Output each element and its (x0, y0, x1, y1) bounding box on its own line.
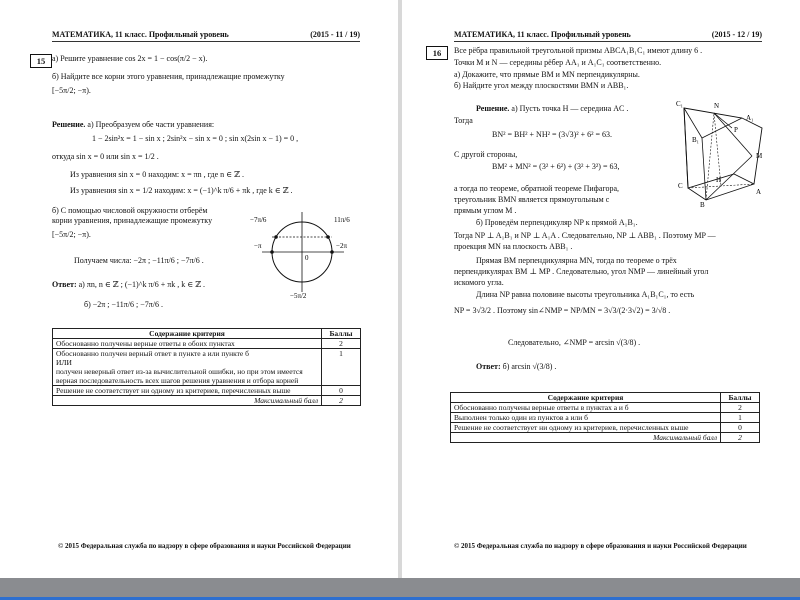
solution-intro: а) Преобразуем обе части уравнения: (87, 120, 215, 129)
solution-line-7: треугольник BMN является прямоугольным с (454, 195, 610, 204)
task-part-a: а) Докажите, что прямые BM и MN перпендикулярны. (454, 70, 640, 79)
criteria-table (450, 392, 760, 443)
answer-label: Ответ: (52, 280, 77, 289)
solution-line-6: а тогда по теореме, обратной теореме Пифагора, (454, 184, 620, 193)
solution-step-5-interval: [−5π/2; −π). (52, 230, 91, 239)
max-score-value: 2 (721, 433, 760, 443)
header-rule (454, 41, 762, 42)
header-rule (52, 41, 360, 42)
segment-np (714, 113, 732, 128)
edge-bc (688, 188, 706, 200)
criterion-text: Обоснованно получены верные ответы в пунктах а и б (451, 403, 721, 413)
answer-label: Ответ: (476, 362, 501, 371)
point-11pi-6 (326, 235, 330, 239)
criterion-text: Решение не соответствует ни одному из критериев, перечисленных выше (53, 386, 322, 396)
label-a: A (756, 188, 762, 196)
criterion-points: 0 (322, 386, 361, 396)
task-part-b: б) Найдите угол между плоскостями BMN и ABB₁. (454, 81, 629, 90)
label-minus-2pi: −2π (336, 242, 347, 250)
viewer-bottom-bar (0, 578, 800, 600)
left-page (0, 0, 398, 580)
task-interval: [−5π/2; −π). (52, 86, 91, 95)
solution-line-3: BN² = BH² + NH² = (3√3)² + 6² = 63. (492, 130, 613, 139)
criteria-column-header: Содержание критерия (451, 393, 721, 403)
right-page (402, 0, 800, 580)
criteria-column-header: Содержание критерия (53, 329, 322, 339)
solution-line-13: перпендикулярах BM ⊥ MP . Следовательно, угол NMP — линейный угол (454, 267, 709, 276)
point-minus-2pi (330, 250, 334, 254)
solution-step-4: Из уравнения sin x = 1/2 находим: x = (−1)^k π/6 + πk , где k ∈ ℤ . (70, 186, 293, 195)
solution-line-11: проекция MN на плоскость ABB₁ . (454, 242, 573, 251)
solution-line-5: BM² + MN² = (3² + 6²) + (3² + 3²) = 63, (492, 162, 620, 171)
criterion-text: Решение не соответствует ни одному из критериев, перечисленных выше (451, 423, 721, 433)
task-statement-line-1: Все рёбра правильной треугольной призмы ABCA₁B₁C₁ имеют длину 6 . (454, 46, 703, 55)
solution-step-2: откуда sin x = 0 или sin x = 1/2 . (52, 152, 159, 161)
solution-line-10: Тогда NP ⊥ A₁B₁ и NP ⊥ A₁A . Следовательно, NP ⊥ ABB₁ . Поэтому MP — (454, 231, 716, 240)
answer-text: б) arcsin √(3/8) . (502, 362, 557, 371)
label-b: B (700, 201, 705, 209)
solution-line-14: искомого угла. (454, 278, 504, 287)
solution-line-17: Следовательно, ∠NMP = arcsin √(3/8) . (508, 338, 641, 347)
label-minus-pi: −π (254, 242, 262, 250)
label-c1: C₁ (676, 100, 684, 108)
solution-line-16: NP = 3√3/2 . Поэтому sin∠NMP = NP/MN = 3√3/(2·3√2) = 3/√8 . (454, 306, 671, 315)
task-part-b: б) Найдите все корни этого уравнения, принадлежащие промежутку (52, 72, 285, 81)
solution-line-8: прямым углом M . (454, 206, 517, 215)
task-number-box: 16 (426, 46, 448, 60)
max-score-label: Максимальный балл (53, 396, 322, 406)
criterion-points: 2 (721, 403, 760, 413)
task-statement-line-2: Точки M и N — середины рёбер AA₁ и A₁C₁ соответственно. (454, 58, 662, 67)
solution-line-12: Прямая BM перпендикулярна MN, тогда по теореме о трёх (476, 256, 677, 265)
page-header (454, 30, 762, 39)
label-minus-7pi-6: −7π/6 (250, 216, 267, 224)
header-title: МАТЕМАТИКА, 11 класс. Профильный уровень (52, 30, 229, 39)
obtained-numbers: Получаем числа: −2π ; −11π/6 ; −7π/6 . (74, 256, 204, 265)
page-footer: © 2015 Федеральная служба по надзору в сфере образования и науки Российской Федерации (454, 542, 747, 550)
answer-part-b: б) −2π ; −11π/6 ; −7π/6 . (84, 300, 163, 309)
criterion-points: 1 (721, 413, 760, 423)
solution-line-9: б) Проведём перпендикуляр NP к прямой A₁B₁. (476, 218, 638, 227)
page-header (52, 30, 360, 39)
edge-b1c1 (684, 108, 702, 138)
solution-label: Решение. (476, 104, 510, 113)
label-m: M (756, 152, 763, 160)
criterion-text: Обоснованно получен верный ответ в пункте а или пункте б ИЛИ получен неверный ответ из-за вычислительной ошибки, но при этом имеется верная последовательность всех шагов решения уравнения и отбора корней (53, 349, 322, 386)
point-minus-pi (270, 250, 274, 254)
criterion-text: Выполнен только один из пунктов а или б (451, 413, 721, 423)
criterion-text: Обоснованно получены верные ответы в обоих пунктах (53, 339, 322, 349)
page-footer: © 2015 Федеральная служба по надзору в сфере образования и науки Российской Федерации (58, 542, 351, 550)
max-score-value: 2 (322, 396, 361, 406)
task-part-a: а) Решите уравнение cos 2x = 1 − cos(π/2 − x). (52, 54, 208, 63)
edge-bb1 (702, 138, 706, 200)
criterion-points: 0 (721, 423, 760, 433)
label-zero: 0 (305, 254, 309, 262)
table-row (451, 403, 760, 413)
solution-step-3: Из уравнения sin x = 0 находим: x = πn , где n ∈ ℤ . (70, 170, 244, 179)
table-row (53, 386, 361, 396)
solution-step-5-line-2: корни уравнения, принадлежащие промежутку (52, 216, 213, 225)
criterion-points: 1 (322, 349, 361, 386)
label-c: C (678, 182, 683, 190)
solution-line-1: а) Пусть точка H — середина AC . (511, 104, 629, 113)
prism-figure (674, 98, 774, 208)
segment-bm (706, 156, 752, 200)
label-11pi-6: 11π/6 (334, 216, 350, 224)
solution-step-5-line-1: б) С помощью числовой окружности отберём (52, 206, 208, 215)
table-row (53, 396, 361, 406)
table-row (451, 423, 760, 433)
solution-label: Решение. (52, 120, 86, 129)
table-row (451, 433, 760, 443)
header-page-number: (2015 - 12 / 19) (711, 30, 762, 39)
point-minus-7pi-6 (274, 235, 278, 239)
solution-line-4: С другой стороны, (454, 150, 518, 159)
label-h: H (716, 176, 722, 184)
label-b1: B₁ (692, 136, 700, 144)
table-row (451, 413, 760, 423)
number-circle-figure (250, 200, 360, 310)
label-minus-5pi-2: −5π/2 (290, 292, 307, 300)
edge-cc1 (684, 108, 688, 188)
table-row (53, 349, 361, 386)
criterion-points: 2 (322, 339, 361, 349)
solution-line-2: Тогда (454, 116, 473, 125)
header-page-number: (2015 - 11 / 19) (310, 30, 360, 39)
max-score-label: Максимальный балл (451, 433, 721, 443)
label-p: P (734, 126, 738, 134)
table-row (53, 339, 361, 349)
task-number-box: 15 (30, 54, 52, 68)
solution-step-1: 1 − 2sin²x = 1 − sin x ; 2sin²x − sin x = 0 ; sin x(2sin x − 1) = 0 , (92, 134, 299, 143)
criteria-table (52, 328, 361, 406)
label-n: N (714, 102, 720, 110)
label-a1: A₁ (746, 114, 754, 122)
answer-part-a: а) πn, n ∈ ℤ ; (−1)^k π/6 + πk , k ∈ ℤ . (78, 280, 206, 289)
points-column-header: Баллы (721, 393, 760, 403)
points-column-header: Баллы (322, 329, 361, 339)
solution-line-15: Длина NP равна половине высоты треугольника A₁B₁C₁, то есть (476, 290, 695, 299)
header-title: МАТЕМАТИКА, 11 класс. Профильный уровень (454, 30, 631, 39)
